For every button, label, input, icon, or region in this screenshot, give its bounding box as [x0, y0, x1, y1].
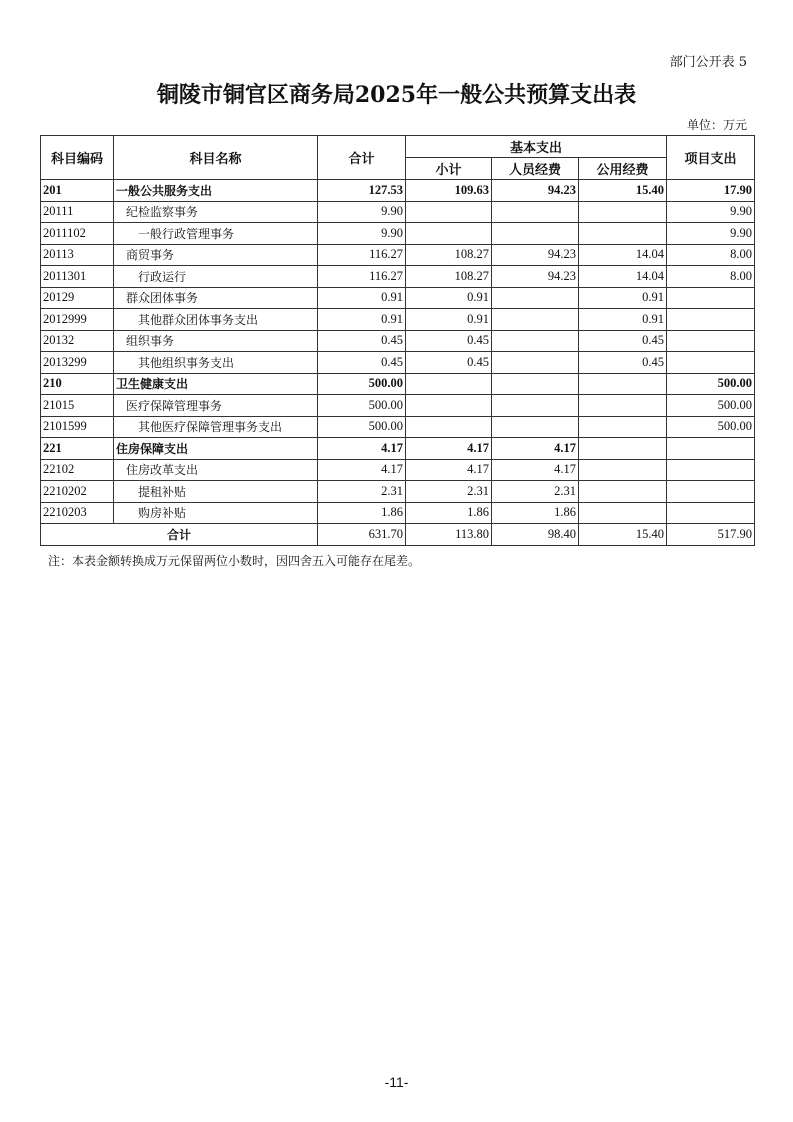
cell-subtotal: 4.17: [406, 459, 492, 481]
table-row: [41, 373, 755, 395]
cell-project: 9.90: [667, 201, 755, 223]
cell-subtotal: [406, 223, 492, 245]
cell-code: 210: [41, 373, 114, 395]
cell-public: 14.04: [579, 266, 667, 288]
cell-project: 500.00: [667, 373, 755, 395]
cell-public: [579, 416, 667, 438]
cell-code: 21015: [41, 395, 114, 417]
cell-total: 1.86: [318, 502, 406, 524]
cell-name: 一般行政管理事务: [114, 223, 318, 245]
cell-code: 22102: [41, 459, 114, 481]
cell-total: 116.27: [318, 244, 406, 266]
total-subtotal: 113.80: [406, 524, 492, 546]
cell-public: [579, 373, 667, 395]
cell-total: 4.17: [318, 438, 406, 460]
cell-subtotal: 108.27: [406, 244, 492, 266]
cell-public: [579, 201, 667, 223]
cell-project: [667, 459, 755, 481]
cell-name: 群众团体事务: [114, 287, 318, 309]
header-name: 科目名称: [114, 136, 318, 180]
cell-personnel: [492, 287, 579, 309]
table-row: [41, 244, 755, 266]
table-row: [41, 352, 755, 374]
table-row: [41, 287, 755, 309]
cell-project: [667, 481, 755, 503]
cell-personnel: [492, 309, 579, 331]
table-row: [41, 502, 755, 524]
cell-code: 2210203: [41, 502, 114, 524]
total-total: 631.70: [318, 524, 406, 546]
cell-total: 116.27: [318, 266, 406, 288]
table-row: [41, 416, 755, 438]
cell-personnel: [492, 352, 579, 374]
cell-code: 2101599: [41, 416, 114, 438]
cell-personnel: [492, 395, 579, 417]
cell-subtotal: [406, 373, 492, 395]
cell-total: 500.00: [318, 373, 406, 395]
cell-public: 0.45: [579, 352, 667, 374]
cell-code: 2011102: [41, 223, 114, 245]
cell-total: 9.90: [318, 223, 406, 245]
cell-subtotal: [406, 201, 492, 223]
cell-personnel: 4.17: [492, 438, 579, 460]
cell-project: [667, 309, 755, 331]
table-row: [41, 180, 755, 202]
header-code: 科目编码: [41, 136, 114, 180]
cell-project: [667, 502, 755, 524]
cell-subtotal: 1.86: [406, 502, 492, 524]
cell-personnel: 94.23: [492, 244, 579, 266]
cell-project: 9.90: [667, 223, 755, 245]
cell-public: [579, 459, 667, 481]
cell-subtotal: 0.91: [406, 287, 492, 309]
cell-code: 20132: [41, 330, 114, 352]
cell-code: 20129: [41, 287, 114, 309]
cell-name: 商贸事务: [114, 244, 318, 266]
page-title: 铜陵市铜官区商务局2025年一般公共预算支出表: [156, 82, 637, 108]
cell-name: 住房保障支出: [114, 438, 318, 460]
cell-subtotal: 2.31: [406, 481, 492, 503]
header-basic: 基本支出: [406, 136, 667, 158]
cell-code: 2013299: [41, 352, 114, 374]
cell-name: 其他医疗保障管理事务支出: [114, 416, 318, 438]
unit-label: 单位：万元: [686, 118, 747, 132]
cell-name: 提租补贴: [114, 481, 318, 503]
cell-name: 其他群众团体事务支出: [114, 309, 318, 331]
cell-name: 组织事务: [114, 330, 318, 352]
cell-total: 4.17: [318, 459, 406, 481]
cell-code: 20111: [41, 201, 114, 223]
total-row: [41, 524, 755, 546]
cell-total: 0.91: [318, 309, 406, 331]
cell-total: 0.45: [318, 352, 406, 374]
cell-personnel: 4.17: [492, 459, 579, 481]
cell-subtotal: 108.27: [406, 266, 492, 288]
cell-name: 一般公共服务支出: [114, 180, 318, 202]
cell-personnel: [492, 223, 579, 245]
cell-public: [579, 481, 667, 503]
cell-code: 221: [41, 438, 114, 460]
cell-project: [667, 438, 755, 460]
table-row: [41, 201, 755, 223]
cell-name: 购房补贴: [114, 502, 318, 524]
cell-total: 500.00: [318, 416, 406, 438]
cell-code: 201: [41, 180, 114, 202]
table-row: [41, 481, 755, 503]
cell-public: [579, 223, 667, 245]
cell-public: 0.45: [579, 330, 667, 352]
cell-name: 住房改革支出: [114, 459, 318, 481]
page-number: -11-: [384, 1074, 409, 1090]
cell-total: 0.45: [318, 330, 406, 352]
total-label: 合计: [41, 524, 318, 546]
cell-personnel: 2.31: [492, 481, 579, 503]
cell-total: 0.91: [318, 287, 406, 309]
cell-project: 500.00: [667, 395, 755, 417]
cell-total: 127.53: [318, 180, 406, 202]
header-project: 项目支出: [667, 136, 755, 180]
cell-project: [667, 352, 755, 374]
cell-subtotal: [406, 395, 492, 417]
cell-name: 其他组织事务支出: [114, 352, 318, 374]
cell-code: 2011301: [41, 266, 114, 288]
cell-total: 2.31: [318, 481, 406, 503]
cell-public: 0.91: [579, 287, 667, 309]
cell-project: 8.00: [667, 244, 755, 266]
cell-public: 0.91: [579, 309, 667, 331]
cell-subtotal: 0.45: [406, 330, 492, 352]
cell-public: 15.40: [579, 180, 667, 202]
cell-subtotal: [406, 416, 492, 438]
cell-code: 2012999: [41, 309, 114, 331]
cell-project: 17.90: [667, 180, 755, 202]
cell-personnel: 1.86: [492, 502, 579, 524]
header-subtotal: 小计: [406, 158, 492, 180]
table-row: [41, 459, 755, 481]
table-row: [41, 266, 755, 288]
cell-total: 500.00: [318, 395, 406, 417]
table-number-label: 部门公开表 5: [669, 55, 747, 70]
cell-personnel: [492, 201, 579, 223]
cell-personnel: [492, 416, 579, 438]
total-project: 517.90: [667, 524, 755, 546]
cell-personnel: 94.23: [492, 266, 579, 288]
table-row: [41, 223, 755, 245]
cell-personnel: [492, 330, 579, 352]
cell-subtotal: 0.91: [406, 309, 492, 331]
footnote: 注：本表金额转换成万元保留两位小数时，因四舍五入可能存在尾差。: [48, 554, 421, 568]
cell-subtotal: 109.63: [406, 180, 492, 202]
cell-project: [667, 330, 755, 352]
cell-personnel: [492, 373, 579, 395]
cell-name: 医疗保障管理事务: [114, 395, 318, 417]
header-personnel: 人员经费: [492, 158, 579, 180]
cell-public: 14.04: [579, 244, 667, 266]
cell-code: 2210202: [41, 481, 114, 503]
total-personnel: 98.40: [492, 524, 579, 546]
budget-table: [40, 135, 755, 546]
table-row: [41, 395, 755, 417]
header-total: 合计: [318, 136, 406, 180]
cell-code: 20113: [41, 244, 114, 266]
cell-public: [579, 502, 667, 524]
table-row: [41, 309, 755, 331]
cell-name: 纪检监察事务: [114, 201, 318, 223]
cell-public: [579, 438, 667, 460]
cell-project: 8.00: [667, 266, 755, 288]
cell-name: 行政运行: [114, 266, 318, 288]
cell-project: 500.00: [667, 416, 755, 438]
cell-project: [667, 287, 755, 309]
table-row: [41, 330, 755, 352]
total-public: 15.40: [579, 524, 667, 546]
table-row: [41, 438, 755, 460]
cell-personnel: 94.23: [492, 180, 579, 202]
cell-subtotal: 0.45: [406, 352, 492, 374]
header-public: 公用经费: [579, 158, 667, 180]
cell-name: 卫生健康支出: [114, 373, 318, 395]
cell-total: 9.90: [318, 201, 406, 223]
cell-subtotal: 4.17: [406, 438, 492, 460]
cell-public: [579, 395, 667, 417]
